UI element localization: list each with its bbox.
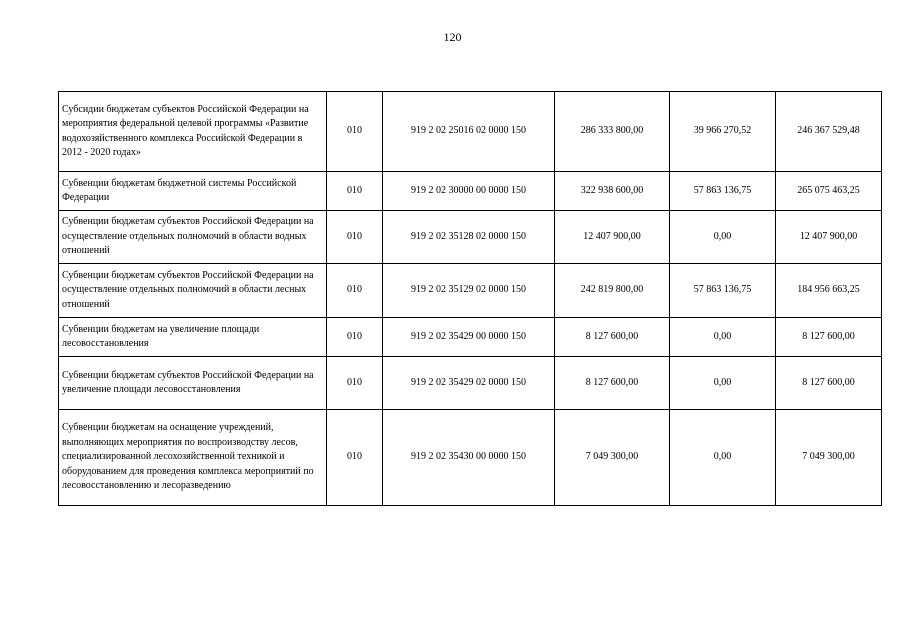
row-executed-cell: 57 863 136,75 xyxy=(670,172,776,211)
row-name-cell: Субвенции бюджетам на увеличение площади лесовосстановления xyxy=(59,318,327,357)
row-plan-cell: 12 407 900,00 xyxy=(555,211,670,264)
row-plan-cell: 242 819 800,00 xyxy=(555,264,670,318)
row-plan-cell: 8 127 600,00 xyxy=(555,318,670,357)
row-executed-cell: 39 966 270,52 xyxy=(670,92,776,172)
table-row xyxy=(59,92,882,172)
table-row xyxy=(59,172,882,211)
table-row xyxy=(59,357,882,410)
row-remaining-cell: 7 049 300,00 xyxy=(776,410,882,506)
row-remaining-cell: 8 127 600,00 xyxy=(776,318,882,357)
row-code-cell: 010 xyxy=(327,92,383,172)
row-executed-cell: 0,00 xyxy=(670,357,776,410)
row-kbk-cell: 919 2 02 35429 00 0000 150 xyxy=(383,318,555,357)
budget-table xyxy=(58,91,882,506)
page-number: 120 xyxy=(443,30,462,44)
row-remaining-cell: 265 075 463,25 xyxy=(776,172,882,211)
row-name-cell: Субвенции бюджетам на оснащение учреждений, выполняющих мероприятия по воспроизводству лесов, специализированной лесохозяйственной техникой и оборудованием для проведения комплекса мероприятий по лесовосстановлению и лесоразведению xyxy=(59,410,327,506)
row-remaining-cell: 8 127 600,00 xyxy=(776,357,882,410)
row-kbk-cell: 919 2 02 35129 02 0000 150 xyxy=(383,264,555,318)
row-name-cell: Субсидии бюджетам субъектов Российской Федерации на мероприятия федеральной целевой программы «Развитие водохозяйственного комплекса Российской Федерации в 2012 - 2020 годах» xyxy=(59,92,327,172)
row-kbk-cell: 919 2 02 35128 02 0000 150 xyxy=(383,211,555,264)
row-executed-cell: 0,00 xyxy=(670,410,776,506)
row-name-cell: Субвенции бюджетам субъектов Российской Федерации на увеличение площади лесовосстановления xyxy=(59,357,327,410)
row-code-cell: 010 xyxy=(327,172,383,211)
row-plan-cell: 8 127 600,00 xyxy=(555,357,670,410)
row-remaining-cell: 12 407 900,00 xyxy=(776,211,882,264)
row-remaining-cell: 246 367 529,48 xyxy=(776,92,882,172)
row-code-cell: 010 xyxy=(327,264,383,318)
row-name-cell: Субвенции бюджетам субъектов Российской Федерации на осуществление отдельных полномочий в области лесных отношений xyxy=(59,264,327,318)
table-row xyxy=(59,211,882,264)
table-row xyxy=(59,410,882,506)
row-remaining-cell: 184 956 663,25 xyxy=(776,264,882,318)
row-executed-cell: 0,00 xyxy=(670,318,776,357)
table-row xyxy=(59,318,882,357)
row-code-cell: 010 xyxy=(327,318,383,357)
row-kbk-cell: 919 2 02 30000 00 0000 150 xyxy=(383,172,555,211)
row-code-cell: 010 xyxy=(327,410,383,506)
row-kbk-cell: 919 2 02 25016 02 0000 150 xyxy=(383,92,555,172)
row-code-cell: 010 xyxy=(327,211,383,264)
row-executed-cell: 57 863 136,75 xyxy=(670,264,776,318)
row-plan-cell: 286 333 800,00 xyxy=(555,92,670,172)
row-executed-cell: 0,00 xyxy=(670,211,776,264)
row-name-cell: Субвенции бюджетам субъектов Российской Федерации на осуществление отдельных полномочий в области водных отношений xyxy=(59,211,327,264)
row-kbk-cell: 919 2 02 35430 00 0000 150 xyxy=(383,410,555,506)
row-plan-cell: 7 049 300,00 xyxy=(555,410,670,506)
row-code-cell: 010 xyxy=(327,357,383,410)
table-row xyxy=(59,264,882,318)
row-kbk-cell: 919 2 02 35429 02 0000 150 xyxy=(383,357,555,410)
row-name-cell: Субвенции бюджетам бюджетной системы Российской Федерации xyxy=(59,172,327,211)
row-plan-cell: 322 938 600,00 xyxy=(555,172,670,211)
